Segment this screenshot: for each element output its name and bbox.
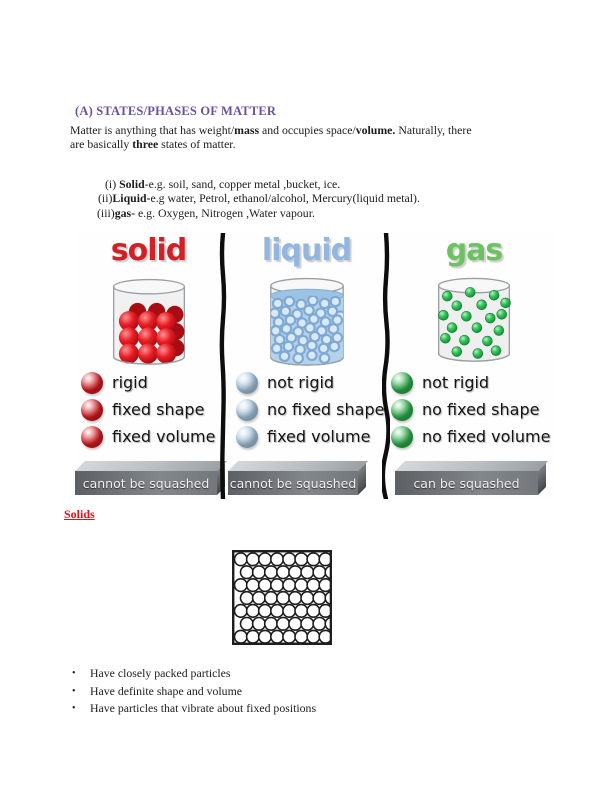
bullet-icon: • (72, 685, 76, 697)
liquid-column (228, 233, 385, 499)
bar-top-face (75, 461, 227, 471)
column-divider-line (382, 233, 390, 499)
bar-front-face: can be squashed (395, 471, 538, 495)
property-row: fixed shape (81, 396, 215, 423)
packed-particles-diagram (232, 550, 332, 645)
solid-column (75, 233, 222, 499)
bar-front-face: cannot be squashed (75, 471, 217, 495)
gas-column (391, 233, 557, 499)
property-row: not rigid (391, 369, 550, 396)
bar-front-face: cannot be squashed (228, 471, 358, 495)
solid-particles (118, 303, 183, 364)
list-item: • Have closely packed particles (72, 665, 316, 683)
list-item: • Have definite shape and volume (72, 683, 316, 701)
property-row: no fixed shape (391, 396, 550, 423)
intro-paragraph: Matter is anything that has weight/mass and occupies space/volume. Naturally, there are basically three states of matter. (70, 123, 472, 152)
bold-three: three (132, 137, 159, 152)
property-row: fixed volume (236, 423, 384, 450)
property-row: no fixed volume (391, 423, 550, 450)
example-liquid: (ii)Liquid-e.g water, Petrol, ethanol/alcohol, Mercury(liquid metal). (98, 191, 420, 206)
property-row: not rigid (236, 369, 384, 396)
bullet-icon: • (72, 703, 76, 715)
list-item: • Have particles that vibrate about fixed positions (72, 700, 316, 718)
property-row: no fixed shape (236, 396, 384, 423)
bar-top-face (395, 461, 548, 471)
gas-beaker-illustration (391, 275, 557, 371)
solid-title: solid (110, 233, 187, 268)
green-sphere-icon (391, 399, 413, 421)
red-sphere-icon (81, 372, 103, 394)
blue-sphere-icon (236, 399, 258, 421)
bold-mass: mass (234, 123, 260, 137)
blue-sphere-icon (236, 372, 258, 394)
bold-volume: volume. (355, 123, 396, 137)
gas-title: gas (445, 233, 503, 268)
liquid-beaker-illustration (228, 275, 385, 371)
bar-top-face (228, 461, 368, 471)
blue-sphere-icon (236, 426, 258, 448)
example-solid: (i) Solid-e.g. soil, sand, copper metal ,bucket, ice. (105, 177, 341, 191)
squash-bar (228, 461, 358, 495)
red-sphere-icon (81, 426, 103, 448)
example-gas: (iii)gas- e.g. Oxygen, Nitrogen ,Water vapour. (97, 205, 315, 220)
solid-properties (81, 369, 215, 450)
red-sphere-icon (81, 399, 103, 421)
bullet-icon: • (72, 668, 76, 679)
solids-section-heading: Solids (64, 507, 95, 521)
property-row: rigid (81, 369, 215, 396)
solids-bullet-list (72, 665, 316, 718)
squash-bar (395, 461, 538, 495)
section-heading: (A) STATES/PHASES OF MATTER (75, 104, 277, 118)
green-sphere-icon (391, 372, 413, 394)
squash-bar (75, 461, 217, 495)
liquid-title: liquid (261, 233, 352, 268)
column-divider-line (219, 233, 227, 499)
liquid-properties (236, 369, 384, 450)
gas-properties (391, 369, 550, 450)
property-row: fixed volume (81, 423, 215, 450)
states-of-matter-figure (75, 233, 557, 499)
green-sphere-icon (391, 426, 413, 448)
solid-beaker-illustration (75, 275, 222, 371)
examples-list (70, 177, 420, 220)
paragraph-text: Matter is anything that has weight/ (70, 123, 235, 137)
